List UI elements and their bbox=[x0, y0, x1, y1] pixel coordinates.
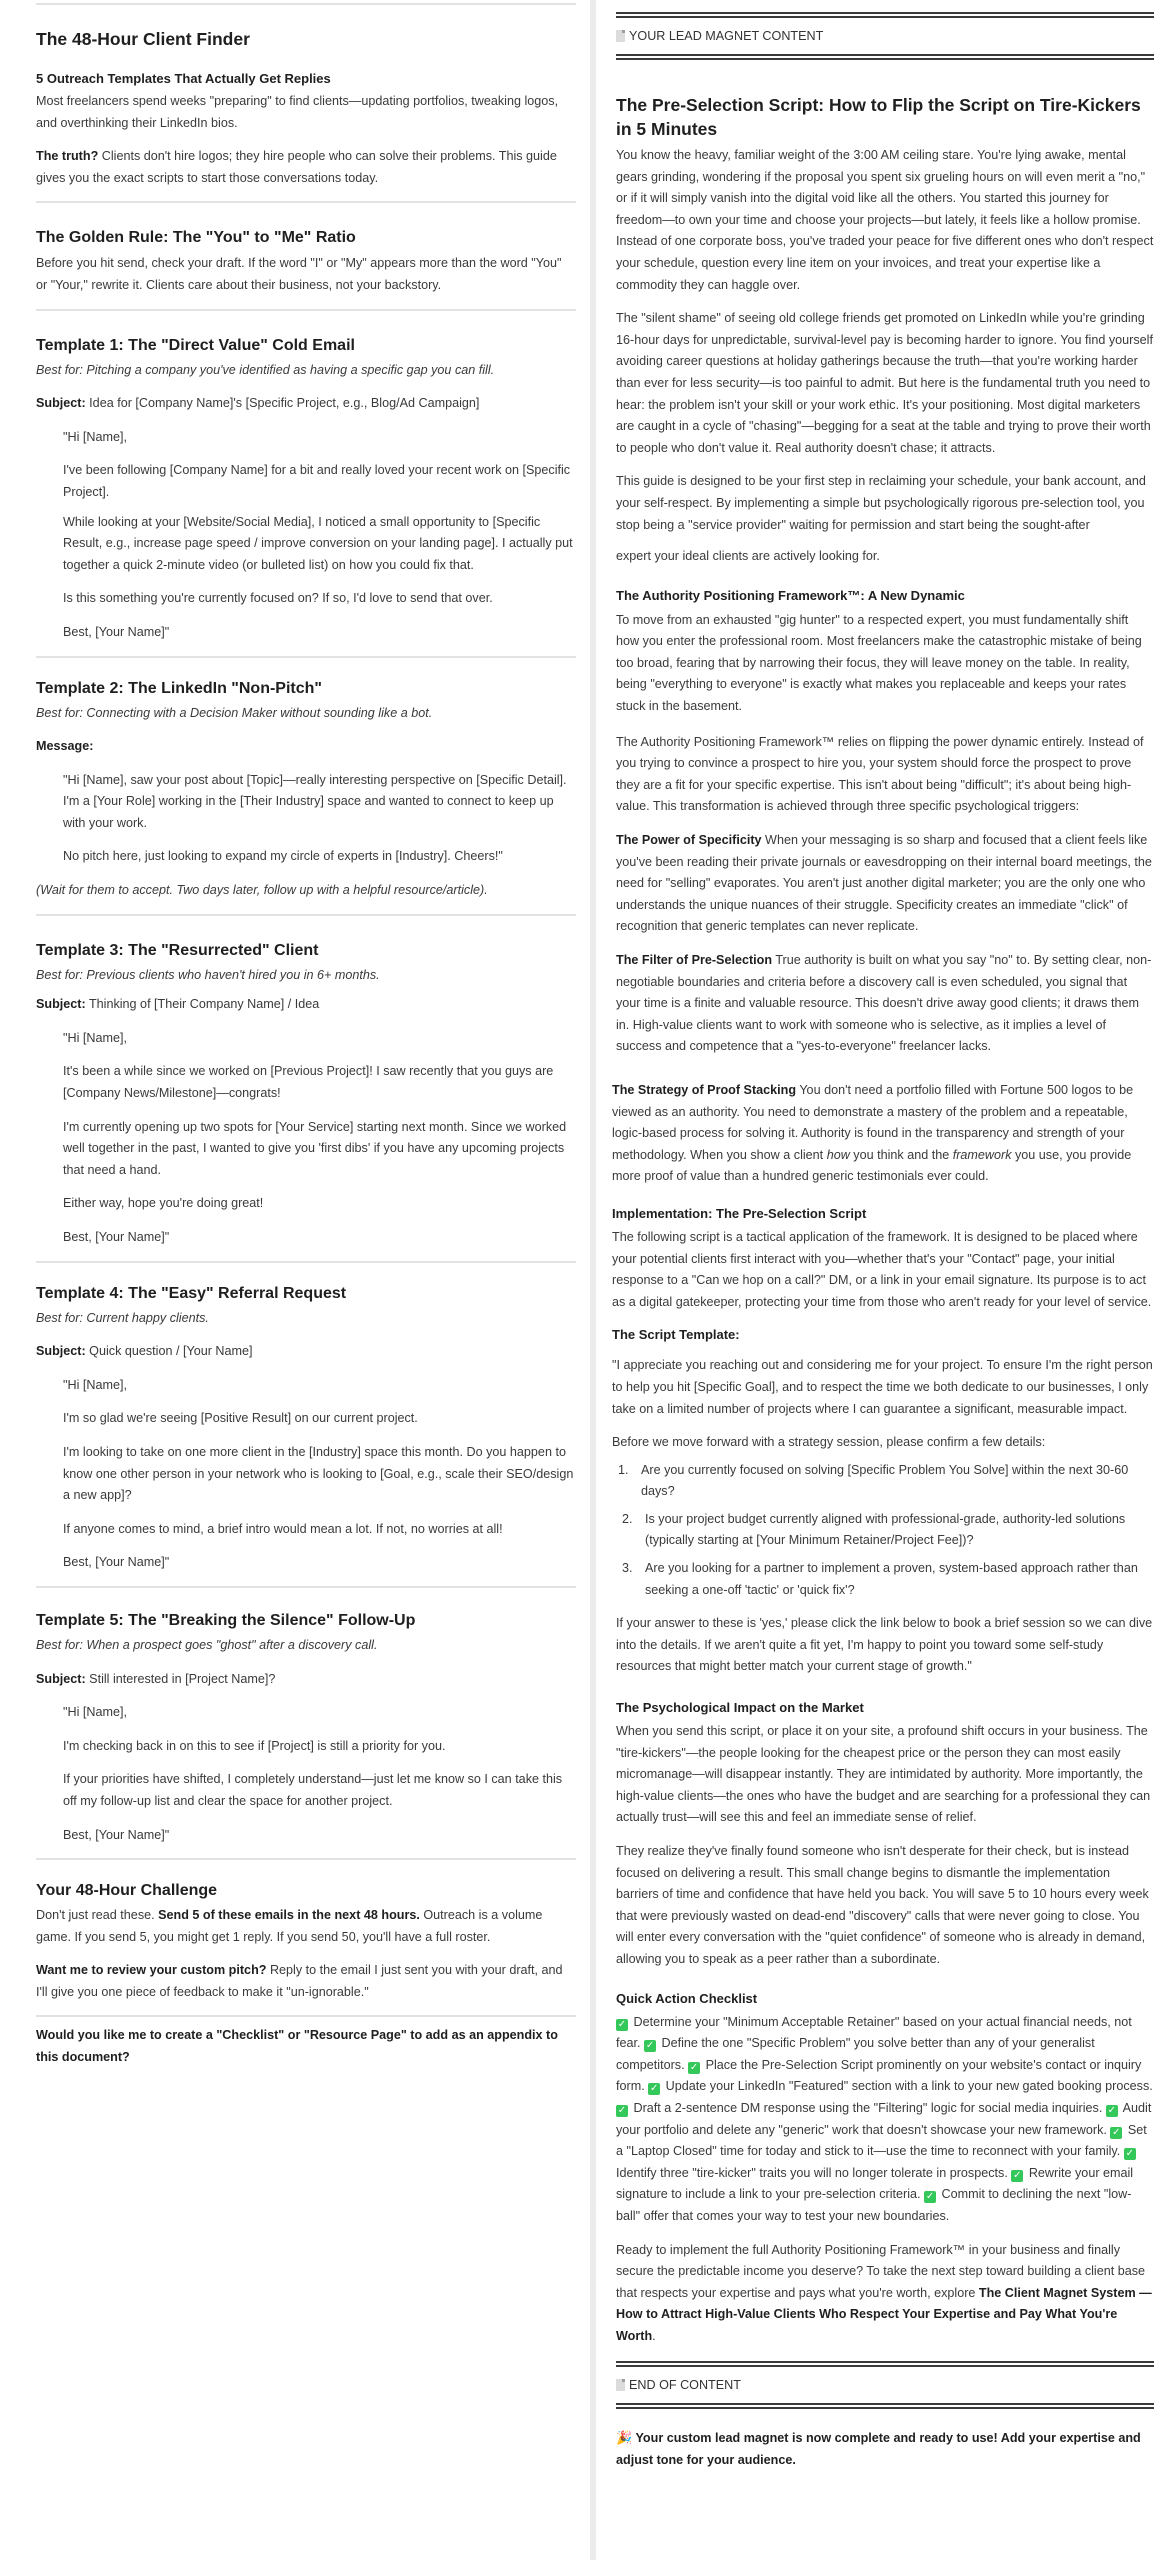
challenge-text bbox=[36, 1905, 576, 1948]
check-box-icon: ✓ bbox=[925, 2191, 935, 2203]
email-line: I'm so glad we're seeing [Positive Result] on our current project. bbox=[63, 1411, 418, 1426]
divider bbox=[36, 656, 576, 658]
email-line: Best, [Your Name]" bbox=[63, 1827, 170, 1842]
script-heading: The Script Template: bbox=[612, 1327, 740, 1343]
template-heading: Template 5: The "Breaking the Silence" Follow-Up bbox=[36, 1611, 416, 1629]
check-box-icon: ✓ bbox=[1112, 2126, 1121, 2138]
template-4 bbox=[36, 1283, 576, 1588]
template-3 bbox=[36, 940, 576, 1263]
script-closing: If your answer to these is 'yes,' please click the link below to book a brief session so we can dive into the details. If we aren't quite a fit yet, I'm happy to point you toward some self-study resources that might better match your current stage of growth." bbox=[616, 1616, 1153, 1674]
subject-label: Subject: bbox=[36, 1671, 86, 1686]
email-line: I've been following [Company Name] for a bit and really loved your recent work on [Specific Project]. bbox=[63, 463, 571, 499]
completion-note bbox=[616, 2427, 1154, 2471]
email-body bbox=[36, 1375, 576, 1574]
email-line: If your priorities have shifted, I completely understand—just let me know so I can take this off my follow-up list and clear the space for another project. bbox=[63, 1772, 563, 1808]
check-box-icon: ✓ bbox=[617, 2104, 627, 2116]
message-label-text: Message: bbox=[36, 739, 94, 754]
trigger-pre-selection bbox=[616, 950, 1154, 1058]
check-box-icon: ✓ bbox=[617, 2018, 627, 2030]
question-text: Are you currently focused on solving [Specific Problem You Solve] within the next 30-60 days? bbox=[641, 1462, 1129, 1499]
check-box-icon: ✓ bbox=[1107, 2104, 1117, 2116]
email-line: I'm checking back in on this to see if [Project] is still a priority for you. bbox=[63, 1738, 446, 1753]
subject-label: Subject: bbox=[36, 396, 86, 411]
email-line: I'm looking to take on one more client in the [Industry] space this month. Do you happen to know one other person in your network who is looking to [Goal, e.g., scale their SEO/design a new app]? bbox=[63, 1444, 574, 1503]
cta-text: Ready to implement the full Authority Positioning Framework™ in your business and finally secure the predictable income you deserve? To take the next step toward building a client base that respects your expertise and pays what you're worth, explore bbox=[616, 2242, 1146, 2300]
best-for: Best for: Previous clients who haven't hired you in 6+ months. bbox=[36, 967, 380, 982]
checklist-item: Update your LinkedIn "Featured" section with a link to your new gated booking process. bbox=[662, 2079, 1153, 2094]
checklist-item: Draft a 2-sentence DM response using the "Filtering" logic for social media inquiries. bbox=[630, 2100, 1103, 2115]
intro-paragraph: This guide is designed to be your first step in reclaiming your schedule, your bank account, and your self-respect. By implementing a simple but psychologically rigorous pre-selection tool, you stop being a "service provider" waiting for permission and start being the sought-after bbox=[616, 474, 1146, 532]
divider bbox=[36, 201, 576, 203]
email-line: Either way, hope you're doing great! bbox=[63, 1196, 264, 1211]
checklist-item: Determine your "Minimum Acceptable Retainer" based on your actual financial needs, not fear. bbox=[616, 2014, 1132, 2051]
truth-paragraph bbox=[36, 146, 576, 189]
subject-line bbox=[36, 1669, 576, 1691]
divider bbox=[36, 309, 576, 311]
email-line: Best, [Your Name]" bbox=[63, 1555, 170, 1570]
completion-text: Your custom lead magnet is now complete and ready to use! Add your expertise and adjust tone for your audience. bbox=[616, 2431, 1141, 2468]
proof-emphasis: framework bbox=[952, 1147, 1012, 1162]
divider bbox=[36, 1586, 576, 1588]
message-line: No pitch here, just looking to expand my circle of experts in [Industry]. Cheers!" bbox=[63, 849, 503, 864]
implementation-section bbox=[612, 1204, 1154, 1601]
message-body bbox=[36, 770, 576, 868]
subject-text: Idea for [Company Name]'s [Specific Project, e.g., Blog/Ad Campaign] bbox=[85, 396, 480, 411]
intro-tail: expert your ideal clients are actively looking for. bbox=[616, 549, 880, 564]
challenge-section bbox=[36, 1880, 576, 2069]
challenge-text-b: Outreach is a volume game. If you send 5, you might get 1 reply. If you send 50, you'll have a full roster. bbox=[36, 1908, 543, 1944]
cta-end: . bbox=[652, 2328, 656, 2343]
divider bbox=[36, 1858, 576, 1860]
question-number: 3. bbox=[622, 1561, 633, 1576]
check-box-icon: ✓ bbox=[645, 2040, 655, 2052]
template-heading: Template 3: The "Resurrected" Client bbox=[36, 941, 319, 959]
script-intro: "I appreciate you reaching out and considering me for your project. To ensure I'm the right person to help you hit [Specific Goal], and to respect the time we both dedicate to our businesses, I only take on a limited number of projects where I can guarantee a significant, measurable impact. bbox=[612, 1358, 1153, 1416]
left-document bbox=[36, 0, 576, 2081]
review-bold: Want me to review your custom pitch? bbox=[36, 1963, 267, 1978]
proof-text: you use, you provide more proof of value than a hundred generic testimonials ever could. bbox=[612, 1147, 1132, 1184]
column-divider bbox=[590, 0, 596, 2560]
follow-up-note: (Wait for them to accept. Two days later, follow up with a helpful resource/article). bbox=[36, 883, 488, 898]
script-before: Before we move forward with a strategy session, please confirm a few details: bbox=[612, 1435, 1046, 1450]
question-text: Is your project budget currently aligned with professional-grade, authority-led solutions (typically starting at [Your Minimum Retainer/Project Fee])? bbox=[645, 1511, 1126, 1548]
email-line: Is this something you're currently focused on? If so, I'd love to send that over. bbox=[63, 591, 493, 606]
email-body bbox=[36, 1702, 576, 1846]
checklist-item: Identify three "tire-kicker" traits you will no longer tolerate in prospects. bbox=[616, 2165, 1008, 2180]
doc-subtitle: 5 Outreach Templates That Actually Get Replies bbox=[36, 71, 331, 86]
challenge-bold: Send 5 of these emails in the next 48 hours. bbox=[158, 1908, 420, 1923]
question-number: 1. bbox=[618, 1462, 629, 1477]
document-icon bbox=[616, 2379, 625, 2391]
template-heading: Template 2: The LinkedIn "Non-Pitch" bbox=[36, 679, 323, 697]
intro-paragraph: You know the heavy, familiar weight of the 3:00 AM ceiling stare. You're lying awake, mental gears grinding, wondering if the proposal you spent six grueling hours on will even merit a "no," or if it will simply vanish into the digital void like all the others. You started this journey for freedom—to own your time and choose your projects—but lately, it feels like a hollow promise. Instead of one corporate boss, you've traded your peace for five different ones who don't respect your schedule, question every line item on your invoices, and treat your expertise like a commodity they can haggle over. bbox=[616, 148, 1154, 292]
best-for: Best for: Pitching a company you've identified as having a specific gap you can fill. bbox=[36, 362, 495, 377]
checklist-item: Rewrite your email signature to include a link to your pre-selection criteria. bbox=[616, 2165, 1134, 2202]
truth-label: The truth? bbox=[36, 149, 99, 164]
lead-magnet-title: The Pre-Selection Script: How to Flip the Script on Tire-Kickers in 5 Minutes bbox=[616, 95, 1141, 139]
trigger-label: The Filter of Pre-Selection bbox=[616, 953, 773, 967]
review-offer bbox=[36, 1960, 576, 2003]
trigger-specificity bbox=[616, 830, 1154, 938]
question-item bbox=[612, 1509, 1154, 1552]
email-body bbox=[36, 1028, 576, 1249]
challenge-heading: Your 48-Hour Challenge bbox=[36, 1882, 218, 1900]
proof-emphasis: how bbox=[826, 1147, 850, 1162]
checklist-item: Set a "Laptop Closed" time for today and stick to it—use the time to reconnect with your family. bbox=[616, 2122, 1147, 2159]
email-line: "Hi [Name], bbox=[63, 1030, 127, 1045]
subject-line bbox=[36, 393, 576, 415]
implementation-text: The following script is a tactical application of the framework. It is designed to be placed where your potential clients first interact with you—whether that's your "Contact" page, your initial response to a "Can we hop on a call?" DM, or a link in your email signature. Its purpose is to act as a digital gatekeeper, protecting your time from those who aren't ready for your level of service. bbox=[612, 1229, 1152, 1309]
checklist-item: Place the Pre-Selection Script prominently on your website's contact or inquiry form. bbox=[616, 2057, 1142, 2094]
message-label bbox=[36, 736, 576, 758]
email-line: If anyone comes to mind, a brief intro would mean a lot. If not, no worries at all! bbox=[63, 1521, 503, 1536]
closing-question: Would you like me to create a "Checklist" or "Resource Page" to add as an appendix to this document? bbox=[36, 2028, 558, 2065]
review-text: Reply to the email I just sent you with your draft, and I'll give you one piece of feedback to make it "un-ignorable." bbox=[36, 1963, 563, 1999]
best-for: Best for: Current happy clients. bbox=[36, 1310, 209, 1325]
email-line: While looking at your [Website/Social Media], I noticed a small opportunity to [Specific Result, e.g., increase page speed / improve conversion on your landing page]. I actually put together a quick 2-minute video (or bulleted list) on how you could fix that. bbox=[63, 514, 573, 572]
trigger-label: The Power of Specificity bbox=[616, 833, 762, 848]
golden-rule-heading: The Golden Rule: The "You" to "Me" Ratio bbox=[36, 229, 356, 247]
proof-text: you think and the bbox=[849, 1147, 953, 1162]
question-item bbox=[612, 1460, 1154, 1503]
cta-paragraph bbox=[616, 2240, 1154, 2348]
check-box-icon: ✓ bbox=[649, 2083, 659, 2095]
subject-line bbox=[36, 994, 576, 1016]
subject-label: Subject: bbox=[36, 997, 86, 1012]
message-line: "Hi [Name], saw your post about [Topic]—really interesting perspective on [Specific Detail]. I'm a [Your Role] working in the [Their Industry] space and wanted to connect to keep up with your work. bbox=[63, 772, 567, 830]
end-banner bbox=[616, 2367, 1154, 2403]
email-line: Best, [Your Name]" bbox=[63, 624, 170, 639]
double-rule bbox=[616, 2403, 1154, 2409]
document-icon bbox=[616, 30, 625, 42]
intro-paragraph: Most freelancers spend weeks "preparing" to find clients—updating portfolios, tweaking logos, and overthinking their LinkedIn bios. bbox=[36, 94, 559, 130]
template-1 bbox=[36, 335, 576, 658]
cta-product-link[interactable]: The Client Magnet System — How to Attract High-Value Clients Who Respect Your Expertise and Pay What You're Worth bbox=[616, 2285, 1152, 2343]
email-line: "Hi [Name], bbox=[63, 1705, 127, 1720]
email-body bbox=[36, 427, 576, 644]
subject-label: Subject: bbox=[36, 1344, 86, 1359]
double-rule bbox=[616, 54, 1154, 60]
implementation-heading: Implementation: The Pre-Selection Script bbox=[612, 1205, 867, 1221]
checklist-item: Define the one "Specific Problem" you solve better than any of your generalist competitors. bbox=[616, 2036, 1095, 2072]
email-line: It's been a while since we worked on [Previous Project]! I saw recently that you guys are [Company News/Milestone]—congrats! bbox=[63, 1064, 554, 1101]
framework-paragraph: The Authority Positioning Framework™ relies on flipping the power dynamic entirely. Instead of you trying to convince a prospect to hire you, your system should force the prospect to prove they are a fit for your specific expertise. This isn't about being "difficult"; it's about being high-value. This transformation is achieved through three specific psychological triggers: bbox=[616, 734, 1144, 814]
framework-heading: The Authority Positioning Framework™: A New Dynamic bbox=[616, 587, 965, 603]
party-popper-icon: 🎉 bbox=[616, 2430, 633, 2446]
check-box-icon: ✓ bbox=[1125, 2148, 1134, 2160]
email-line: "Hi [Name], bbox=[63, 1377, 127, 1392]
subject-line bbox=[36, 1341, 576, 1363]
banner-label: END OF CONTENT bbox=[629, 2378, 741, 2393]
check-box-icon: ✓ bbox=[1013, 2169, 1022, 2181]
template-2 bbox=[36, 678, 576, 916]
proof-stacking bbox=[612, 1080, 1154, 1188]
question-item bbox=[612, 1558, 1154, 1601]
subject-text: Still interested in [Project Name]? bbox=[85, 1671, 276, 1686]
email-line: "Hi [Name], bbox=[63, 429, 127, 444]
template-heading: Template 4: The "Easy" Referral Request bbox=[36, 1284, 347, 1302]
action-checklist bbox=[616, 2012, 1154, 2228]
divider bbox=[36, 3, 576, 5]
email-line: I'm currently opening up two spots for [Your Service] starting next month. Since we worked well together in the past, I wanted to give you 'first dibs' if you have any upcoming projects that need a hand. bbox=[63, 1119, 567, 1177]
proof-text: You don't need a portfolio filled with Fortune 500 logos to be viewed as an authority. You need to demonstrate a mastery of the problem and a repeatable, logic-based process for solving it. Authority is found in the transparency and strength of your methodology. When you show a client bbox=[612, 1082, 1134, 1162]
golden-rule-text: Before you hit send, check your draft. If the word "I" or "My" appears more than the word "You" or "Your," rewrite it. Clients care about their business, not your backstory. bbox=[36, 256, 562, 292]
template-5 bbox=[36, 1610, 576, 1860]
trigger-text: When your messaging is so sharp and focused that a client feels like you've been reading their private journals or eavesdropping on their internal board meetings, the need for "selling" evaporates. You aren't just another digital marketer; you are the only one who understands the unique nuances of their struggle. Specificity creates an immediate "click" of recognition that generic templates can never replicate. bbox=[616, 833, 1152, 934]
best-for: Best for: When a prospect goes "ghost" after a discovery call. bbox=[36, 1637, 378, 1652]
framework-paragraph: To move from an exhausted "gig hunter" to a respected expert, you must fundamentally shift how you enter the professional room. Most freelancers make the catastrophic mistake of being too broad, fearing that by narrowing their focus, they will leave money on the table. In reality, being "everything to everyone" is exactly what makes you replaceable and keeps your rates stuck in the basement. bbox=[616, 612, 1142, 714]
lead-magnet-banner bbox=[616, 18, 1154, 54]
impact-paragraph: They realize they've finally found someone who isn't desperate for their check, but is instead focused on delivering a result. This small change begins to dismantle the implementation barriers of time and confidence that have held you back. You will save 5 to 10 hours every week that were previously wasted on dead-end "discovery" calls that were never going to close. You will enter every conversation with the "quiet confidence" of someone who is already in demand, allowing you to speak as a peer rather than a subordinate. bbox=[616, 1844, 1149, 1966]
question-text: Are you looking for a partner to implement a proven, system-based approach rather than seeking a one-off 'tactic' or 'quick fix'? bbox=[645, 1561, 1138, 1597]
subject-text: Quick question / [Your Name] bbox=[85, 1344, 253, 1359]
challenge-text-a: Don't just read these. bbox=[36, 1908, 159, 1923]
divider bbox=[36, 2015, 576, 2017]
doc-title: The 48-Hour Client Finder bbox=[36, 29, 250, 49]
truth-text: Clients don't hire logos; they hire people who can solve their problems. This guide gives you the exact scripts to start those conversations today. bbox=[36, 149, 557, 185]
checklist-heading: Quick Action Checklist bbox=[616, 1990, 758, 2006]
intro-paragraph: The "silent shame" of seeing old college friends get promoted on LinkedIn while you're grinding 16-hour days for unpredictable, survival-level pay is becoming harder to ignore. You find yourself avoiding career questions at holiday gatherings because the truth—that you're working harder than ever for less security—is too painful to admit. But here is the fundamental truth you need to hear: the problem isn't your skill or your work ethic. It's your positioning. Most digital marketers are caught in a cycle of "chasing"—begging for a seat at the table and trying to prove their worth to people who don't value it. Real authority doesn't chase; it attracts. bbox=[616, 311, 1153, 455]
divider bbox=[36, 1261, 576, 1263]
email-line: Best, [Your Name]" bbox=[63, 1230, 170, 1244]
check-box-icon: ✓ bbox=[689, 2061, 699, 2073]
impact-heading: The Psychological Impact on the Market bbox=[616, 1700, 864, 1716]
question-number: 2. bbox=[622, 1511, 633, 1526]
lead-magnet-document bbox=[612, 0, 1154, 2484]
proof-label: The Strategy of Proof Stacking bbox=[612, 1082, 797, 1097]
subject-text: Thinking of [Their Company Name] / Idea bbox=[85, 997, 320, 1012]
template-heading: Template 1: The "Direct Value" Cold Email bbox=[36, 336, 355, 354]
checklist-item: Commit to declining the next "low-ball" offer that comes your way to test your new boundaries. bbox=[616, 2187, 1132, 2223]
qualification-questions bbox=[612, 1460, 1154, 1602]
best-for: Best for: Connecting with a Decision Maker without sounding like a bot. bbox=[36, 705, 433, 720]
trigger-text: True authority is built on what you say "no" to. By setting clear, non-negotiable boundaries and criteria before a discovery call is even scheduled, you signal that your time is a finite and valuable resource. This doesn't drive away good clients; it draws them in. High-value clients want to work with someone who is selective, as it implies a level of success and competence that a "yes-to-everyone" freelancer lacks. bbox=[616, 953, 1152, 1054]
divider bbox=[36, 914, 576, 916]
banner-label: YOUR LEAD MAGNET CONTENT bbox=[629, 29, 824, 43]
checklist-item: Audit your portfolio and delete any "generic" work that doesn't showcase your new framework. bbox=[616, 2100, 1152, 2137]
impact-paragraph: When you send this script, or place it on your site, a profound shift occurs in your business. The "tire-kickers"—the people looking for the cheapest price or the person they can most easily micromanage—will disappear instantly. They are intimidated by authority. More importantly, the high-value clients—the ones who have the budget and are searching for a professional they can actually trust—will see this and feel an immediate sense of relief. bbox=[616, 1724, 1151, 1825]
